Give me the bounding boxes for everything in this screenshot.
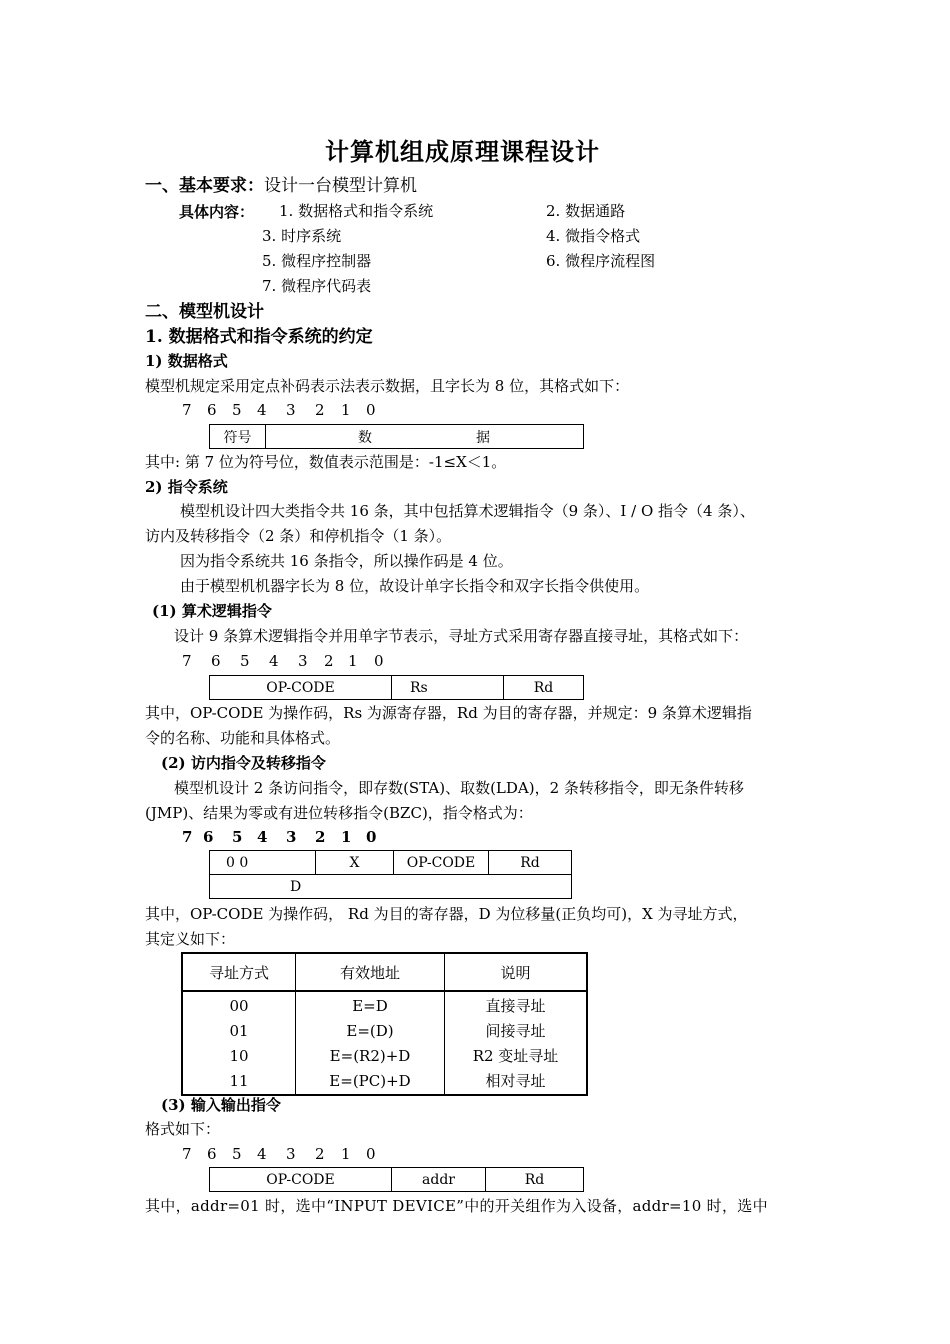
bit-label: 1 xyxy=(348,652,358,670)
content-item: 6. 微程序流程图 xyxy=(546,252,656,270)
content-item: 5. 微程序控制器 xyxy=(262,252,372,270)
desc-column xyxy=(445,991,588,1095)
table-cell: E=D xyxy=(352,997,388,1015)
addr-cell: addr xyxy=(392,1168,486,1192)
content-item: 4. 微指令格式 xyxy=(546,227,641,245)
addressing-mode-table xyxy=(181,952,588,1096)
opcode-cell: OP-CODE xyxy=(210,676,392,700)
data-cell xyxy=(266,425,584,449)
data-cell-char: 数 xyxy=(358,429,372,446)
bit-label: 3 xyxy=(286,828,297,846)
page-title: 计算机组成原理课程设计 xyxy=(325,137,600,166)
instruction-system-heading: 2) 指令系统 xyxy=(145,478,228,496)
paragraph: 模型机规定采用定点补码表示法表示数据，且字长为 8 位，其格式如下： xyxy=(145,377,630,395)
bit-label: 0 xyxy=(366,401,376,419)
table-cell: E=(D) xyxy=(346,1022,394,1040)
bit-label: 3 xyxy=(298,652,308,670)
bit-label: 6 xyxy=(211,652,221,670)
paragraph: 其中，OP-CODE 为操作码，Rs 为源寄存器，Rd 为目的寄存器，并规定：9 条算术逻辑指 xyxy=(145,704,752,722)
range-text: 其中: 第 7 位为符号位，数值表示范围是：-1≤X＜1。 xyxy=(145,453,507,471)
bit-label: 1 xyxy=(341,401,351,419)
bit-label: 6 xyxy=(207,401,217,419)
rd-cell: Rd xyxy=(489,851,572,875)
section-heading-rest: 设计一台模型计算机 xyxy=(264,176,417,196)
table-cell: 10 xyxy=(229,1047,249,1065)
paragraph: 由于模型机机器字长为 8 位，故设计单字长指令和双字长指令供使用。 xyxy=(180,577,650,595)
mem-heading: (2) 访内指令及转移指令 xyxy=(161,754,326,772)
paragraph: 设计 9 条算术逻辑指令并用单字节表示，寻址方式采用寄存器直接寻址，其格式如下： xyxy=(174,627,749,645)
bit-label: 4 xyxy=(257,828,268,846)
bit-label: 7 xyxy=(182,828,193,846)
bit-label: 2 xyxy=(324,652,334,670)
bit-label: 7 xyxy=(182,401,192,419)
ea-column xyxy=(296,991,445,1095)
data-cell-char: 据 xyxy=(476,429,490,446)
bit-label: 7 xyxy=(182,1145,192,1163)
sign-cell: 符号 xyxy=(210,425,266,449)
bit-label: 5 xyxy=(232,401,242,419)
table-header: 有效地址 xyxy=(296,953,445,991)
table-cell: R2 变址寻址 xyxy=(472,1047,559,1065)
bit-label: 5 xyxy=(240,652,250,670)
rs-cell: Rs xyxy=(392,676,504,700)
paragraph: (JMP)、结果为零或有进位转移指令(BZC)，指令格式为： xyxy=(145,804,533,822)
content-label: 具体内容： xyxy=(179,203,255,221)
x-cell: X xyxy=(316,851,394,875)
mode-bits-cell: 0 0 xyxy=(210,851,316,875)
content-item: 1. 数据格式和指令系统 xyxy=(279,202,434,220)
subsection-heading: 1. 数据格式和指令系统的约定 xyxy=(145,327,373,347)
section-heading: 一、基本要求： xyxy=(145,176,264,196)
bit-label: 5 xyxy=(232,1145,242,1163)
paragraph: 模型机设计四大类指令共 16 条，其中包括算术逻辑指令（9 条）、I / O 指令（4 条）、 xyxy=(180,502,755,520)
table-cell: 间接寻址 xyxy=(485,1022,546,1040)
paragraph: 令的名称、功能和具体格式。 xyxy=(145,729,341,747)
paragraph: 其定义如下： xyxy=(145,930,236,948)
mem-format-table xyxy=(209,850,572,899)
paragraph: 格式如下： xyxy=(145,1120,221,1138)
data-format-table xyxy=(209,424,584,449)
table-cell: 01 xyxy=(229,1022,249,1040)
paragraph: 模型机设计 2 条访问指令，即存数(STA)、取数(LDA)，2 条转移指令，即无条件转移 xyxy=(174,779,744,797)
displacement-cell: D xyxy=(210,875,572,899)
table-cell: 直接寻址 xyxy=(485,997,546,1015)
arith-heading: (1) 算术逻辑指令 xyxy=(152,602,272,620)
bit-label: 2 xyxy=(315,828,326,846)
table-cell: E=(R2)+D xyxy=(329,1047,411,1065)
paragraph: 其中，OP-CODE 为操作码， Rd 为目的寄存器，D 为位移量(正负均可)，X 为寻址方式， xyxy=(145,905,748,923)
paragraph: 其中，addr=01 时，选中“INPUT DEVICE”中的开关组作为入设备，addr=10 时，选中 xyxy=(145,1197,768,1215)
bit-label: 0 xyxy=(366,828,377,846)
bit-label: 2 xyxy=(315,1145,325,1163)
opcode-cell: OP-CODE xyxy=(394,851,489,875)
rd-cell: Rd xyxy=(504,676,584,700)
paragraph: 因为指令系统共 16 条指令，所以操作码是 4 位。 xyxy=(180,552,513,570)
mode-column xyxy=(182,991,296,1095)
table-cell: 相对寻址 xyxy=(485,1072,546,1090)
content-item: 2. 数据通路 xyxy=(546,202,626,220)
basic-requirements-heading xyxy=(145,178,417,195)
table-header: 寻址方式 xyxy=(182,953,296,991)
opcode-cell: OP-CODE xyxy=(210,1168,392,1192)
io-heading: (3) 输入输出指令 xyxy=(161,1096,281,1114)
bit-label: 0 xyxy=(374,652,384,670)
table-header: 说明 xyxy=(445,953,588,991)
table-cell: 00 xyxy=(229,997,249,1015)
bit-label: 2 xyxy=(315,401,325,419)
bit-label: 1 xyxy=(341,828,352,846)
rd-cell: Rd xyxy=(486,1168,584,1192)
bit-label: 6 xyxy=(203,828,214,846)
bit-label: 7 xyxy=(182,652,192,670)
bit-label: 5 xyxy=(232,828,243,846)
content-item: 7. 微程序代码表 xyxy=(262,277,372,295)
table-cell: E=(PC)+D xyxy=(329,1072,411,1090)
bit-label: 6 xyxy=(207,1145,217,1163)
bit-label: 4 xyxy=(257,1145,267,1163)
bit-label: 4 xyxy=(257,401,267,419)
bit-label: 3 xyxy=(286,1145,296,1163)
data-format-heading: 1) 数据格式 xyxy=(145,352,228,370)
bit-label: 3 xyxy=(286,401,296,419)
content-item: 3. 时序系统 xyxy=(262,227,342,245)
bit-label: 1 xyxy=(341,1145,351,1163)
bit-label: 4 xyxy=(269,652,279,670)
arith-format-table xyxy=(209,675,584,700)
table-cell: 11 xyxy=(229,1072,249,1090)
model-design-heading: 二、模型机设计 xyxy=(145,302,264,322)
io-format-table xyxy=(209,1167,584,1192)
bit-label: 0 xyxy=(366,1145,376,1163)
paragraph: 访内及转移指令（2 条）和停机指令（1 条）。 xyxy=(145,527,452,545)
